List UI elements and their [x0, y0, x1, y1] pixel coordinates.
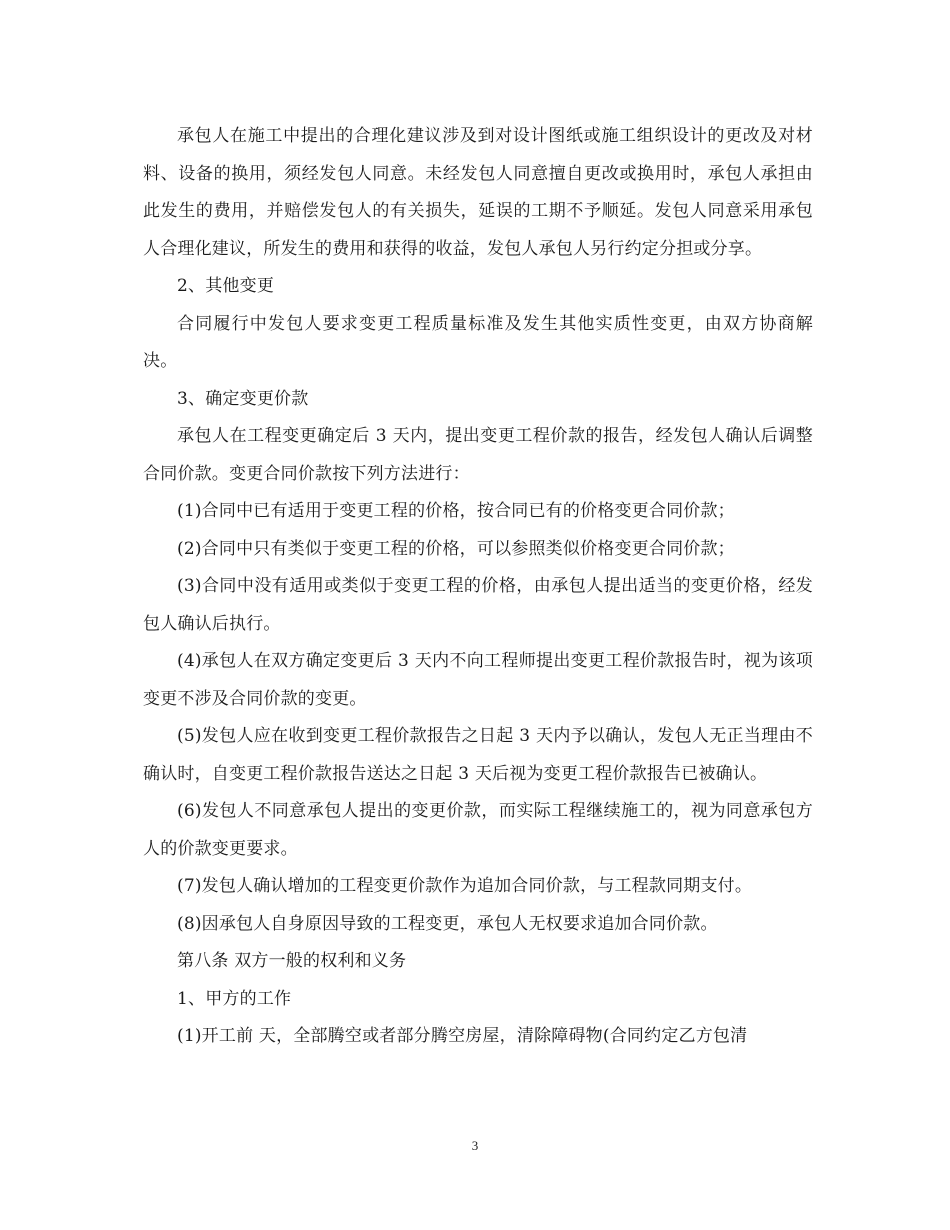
- paragraph-other-changes: 合同履行中发包人要求变更工程质量标准及发生其他实质性变更，由双方协商解决。: [143, 313, 813, 371]
- heading-article-eight: 第八条 双方一般的权利和义务: [177, 951, 407, 971]
- document-body: [143, 118, 813, 1056]
- list-item-1: (1)合同中已有适用于变更工程的价格，按合同已有的价格变更合同价款；: [177, 501, 735, 521]
- list-item-7: (7)发包人确认增加的工程变更价款作为追加合同价款，与工程款同期支付。: [177, 876, 753, 896]
- list-item-5: (5)发包人应在收到变更工程价款报告之日起 3 天内予以确认，发包人无正当理由不确认时，自变更工程价款报告送达之日起 3 天后视为变更工程价款报告已被确认。: [143, 726, 813, 784]
- list-item-3: (3)合同中没有适用或类似于变更工程的价格，由承包人提出适当的变更价格，经发包人确认后执行。: [143, 576, 813, 634]
- list-item-2: (2)合同中只有类似于变更工程的价格，可以参照类似价格变更合同价款；: [177, 538, 735, 559]
- list-item-6: (6)发包人不同意承包人提出的变更价款，而实际工程继续施工的，视为同意承包方人的价款变更要求。: [143, 801, 813, 859]
- heading-other-changes: 2、其他变更: [177, 276, 275, 296]
- paragraph-rationalization-proposal: 承包人在施工中提出的合理化建议涉及到对设计图纸或施工组织设计的更改及对材料、设备的换用，须经发包人同意。未经发包人同意擅自更改或换用时，承包人承担由此发生的费用，并赔偿发包人的有关损失，延误的工期不予顺延。发包人同意采用承包人合理化建议，所发生的费用和获得的收益，发包人承包人另行约定分担或分享。: [143, 126, 813, 259]
- paragraph-change-price-report: 承包人在工程变更确定后 3 天内，提出变更工程价款的报告，经发包人确认后调整合同价款。变更合同价款按下列方法进行：: [143, 426, 813, 484]
- heading-change-price: 3、确定变更价款: [177, 388, 309, 409]
- heading-party-a-work: 1、甲方的工作: [177, 988, 292, 1009]
- list-item-party-a-1: (1)开工前 天，全部腾空或者部分腾空房屋，清除障碍物(合同约定乙方包清: [177, 1026, 748, 1046]
- list-item-8: (8)因承包人自身原因导致的工程变更，承包人无权要求追加合同价款。: [177, 913, 718, 934]
- page-number: 3: [471, 1138, 479, 1153]
- list-item-4: (4)承包人在双方确定变更后 3 天内不向工程师提出变更工程价款报告时，视为该项变更不涉及合同价款的变更。: [143, 651, 813, 709]
